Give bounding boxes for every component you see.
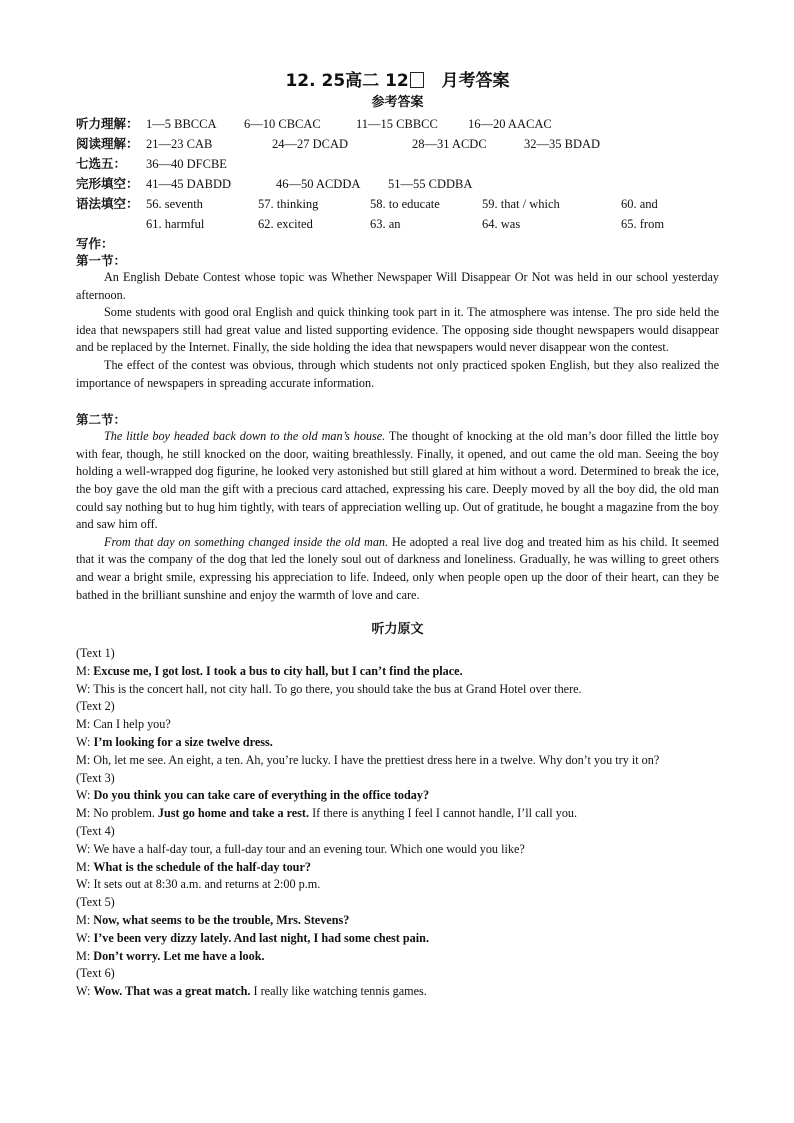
- dialogue-line: M: Excuse me, I got lost. I took a bus to city hall, but I can’t find the place.: [76, 663, 463, 678]
- grammar-item: 64. was: [482, 217, 521, 231]
- answer-label: 阅读理解：: [76, 136, 139, 151]
- answer-row-grammar: [76, 194, 719, 214]
- answer-item: 36—40 DFCBE: [146, 157, 227, 171]
- paragraph-body: He adopted a real live dog and treated him as his child. It seemed that it was the company of the dog that led the lonely soul out of darkness and loneliness. Gradually, he was willing to greet others and wear a bright smile, expressing his appreciation to life. Indeed, only when people open up the door of their heart, can they be bathed in the brilliant sunshine and enjoy the warmth of love and care.: [76, 534, 720, 602]
- dialogue-line: W: I’m looking for a size twelve dress.: [76, 735, 273, 750]
- answer-label: 听力理解：: [76, 116, 139, 131]
- dialogue-line: M: No problem. Just go home and take a rest. If there is anything I feel I cannot handle, I’ll call you.: [76, 806, 578, 821]
- answer-item: 46—50 ACDDA: [276, 177, 361, 191]
- writing-part1-label: 第一节：: [76, 253, 127, 268]
- dialogue-line: M: Can I help you?: [76, 717, 171, 732]
- dialogue-line: W: We have a half-day tour, a full-day tour and an evening tour. Which one would you like?: [76, 841, 525, 856]
- dialogue-line: W: It sets out at 8:30 a.m. and returns at 2:00 p.m.: [76, 877, 321, 892]
- answer-item: 32—35 BDAD: [524, 137, 601, 151]
- title-text: 12. 25高二 12: [285, 71, 409, 91]
- continuation-prompt: From that day on something changed inside the old man.: [104, 534, 389, 549]
- writing-part1-paragraph: Some students with good oral English and quick thinking took part in it. The atmosphere was intense. The pro side held the idea that newspapers still had great value and listed supporting evidence. The opposing side thought newspapers would disappear and be replaced by the Internet. Finally, the side holding the idea that newspapers would never disappear won the contest.: [76, 305, 719, 355]
- answer-label: 七选五：: [76, 156, 127, 171]
- dialogue-line: W: I’ve been very dizzy lately. And last night, I had some chest pain.: [76, 930, 429, 945]
- answer-item: 11—15 CBBCC: [356, 117, 438, 131]
- dialogue-line: W: Wow. That was a great match. I really like watching tennis games.: [76, 984, 427, 999]
- text-number: (Text 4): [76, 824, 115, 839]
- dialogue-line: W: Do you think you can take care of everything in the office today?: [76, 788, 430, 803]
- grammar-item: 61. harmful: [146, 217, 205, 231]
- grammar-item: 65. from: [621, 217, 665, 231]
- answer-row-grammar-2: [76, 214, 719, 234]
- answer-label: 语法填空：: [76, 196, 139, 211]
- writing-part1-paragraph: An English Debate Contest whose topic was Whether Newspaper Will Disappear Or Not was held in our school yesterday afternoon.: [76, 270, 719, 302]
- text-number: (Text 5): [76, 895, 115, 910]
- answer-item: 16—20 AACAC: [468, 117, 552, 131]
- grammar-item: 63. an: [370, 217, 401, 231]
- answer-item: 41—45 DABDD: [146, 177, 232, 191]
- answer-row-listening: [76, 114, 719, 134]
- title-suffix: 月考答案: [441, 71, 510, 91]
- grammar-item: 57. thinking: [258, 197, 319, 211]
- answer-row-seven-choose-five: [76, 154, 719, 174]
- answer-item: 1—5 BBCCA: [146, 117, 217, 131]
- writing-part2-paragraph: [76, 428, 719, 534]
- document-page: [76, 70, 719, 1001]
- transcript-heading: 听力原文: [371, 622, 424, 638]
- writing-part2-label: 第二节：: [76, 412, 127, 428]
- text-number: (Text 1): [76, 646, 115, 661]
- answer-item: 21—23 CAB: [146, 137, 213, 151]
- answer-item: 6—10 CBCAC: [244, 117, 321, 131]
- text-number: (Text 6): [76, 966, 115, 981]
- answer-row-cloze: [76, 174, 719, 194]
- text-number: (Text 2): [76, 699, 115, 714]
- paragraph-body: The thought of knocking at the old man’s door filled the little boy with fear, though, he still knocked on the door, waiting breathlessly. Finally, it opened, and out came the old man. Seeing the boy holding a well-wrapped dog figurine, he looked very astonished but still glared at him without a word. Determined to break the ice, the boy gave the old man the gift with a precious card attached, expressing his care. Deeply moved by all the boy did, the old man could say nothing but to hug him tightly, with tears of appreciation welling up. Out of gratitude, he bought a magazine from the boy and saw him off.: [76, 429, 719, 532]
- grammar-item: 56. seventh: [146, 197, 203, 211]
- answer-label: 完形填空：: [76, 176, 139, 191]
- dialogue-line: W: This is the concert hall, not city hall. To go there, you should take the bus at Grand Hotel over there.: [76, 681, 582, 696]
- answer-item: 24—27 DCAD: [272, 137, 349, 151]
- answer-item: 51—55 CDDBA: [388, 177, 473, 191]
- dialogue-line: M: Now, what seems to be the trouble, Mrs. Stevens?: [76, 913, 350, 928]
- text-number: (Text 3): [76, 770, 115, 785]
- answer-row-reading: [76, 134, 719, 154]
- grammar-item: 60. and: [621, 197, 658, 211]
- continuation-prompt: The little boy headed back down to the old man’s house.: [104, 429, 386, 444]
- missing-glyph-box: [410, 72, 424, 88]
- grammar-item: 62. excited: [258, 217, 313, 231]
- dialogue-line: M: Oh, let me see. An eight, a ten. Ah, you’re lucky. I have the prettiest dress here in a twelve. Why don’t you try it on?: [76, 752, 660, 767]
- writing-part2-paragraph: [76, 534, 719, 604]
- dialogue-line: M: What is the schedule of the half-day tour?: [76, 859, 311, 874]
- writing-label: 写作：: [76, 236, 114, 251]
- page-title: [76, 70, 719, 94]
- answer-item: 28—31 ACDC: [412, 137, 487, 151]
- grammar-item: 58. to educate: [370, 197, 440, 211]
- grammar-item: 59. that / which: [482, 197, 560, 211]
- dialogue-line: M: Don’t worry. Let me have a look.: [76, 948, 265, 963]
- writing-part1-paragraph: The effect of the contest was obvious, through which students not only practiced spoken English, but they also realized the importance of newspapers in spreading accurate information.: [76, 357, 719, 390]
- subtitle: 参考答案: [371, 95, 424, 110]
